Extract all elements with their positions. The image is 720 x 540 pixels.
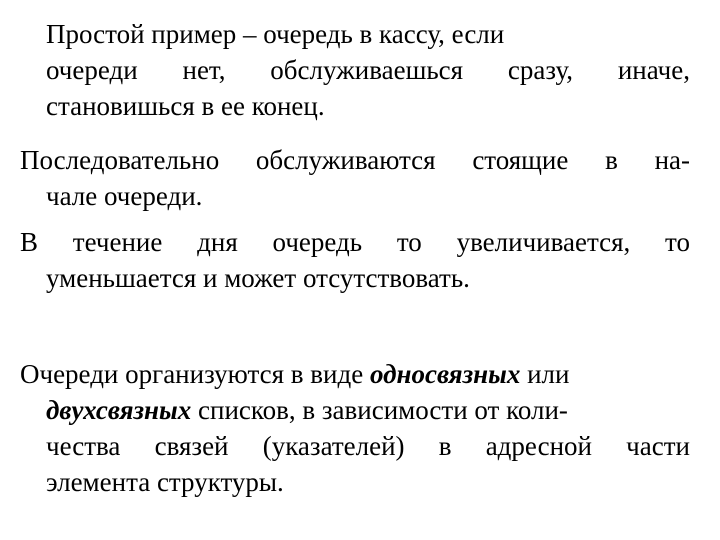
text-line [20, 142, 690, 178]
word: чества [46, 431, 121, 461]
word: то [665, 227, 690, 257]
word: сразу, [507, 55, 574, 85]
text-line: Простой пример – очередь в кассу, если [46, 19, 505, 49]
word: то [396, 227, 422, 257]
text-line: уменьшается и может отсутствовать. [46, 263, 470, 293]
word: В [20, 227, 39, 257]
text-fragment: или [520, 359, 570, 389]
word: нет, [182, 55, 226, 85]
text-line [20, 224, 690, 260]
word: части [626, 431, 690, 461]
word: связей [154, 431, 229, 461]
text-line: чале очереди. [46, 181, 203, 211]
word: иначе, [617, 55, 690, 85]
word: очереди [46, 55, 138, 85]
text-line [20, 428, 690, 464]
paragraph-queue-organization [20, 356, 690, 500]
text-fragment: Очереди организуются в виде [20, 359, 370, 389]
word: очередь [272, 227, 363, 257]
text-line [20, 392, 690, 428]
text-line: элемента структуры. [46, 467, 284, 497]
word: в [605, 145, 618, 175]
text-line [20, 52, 690, 88]
word: течение [72, 227, 163, 257]
text-fragment: списков, в зависимости от коли- [191, 395, 568, 425]
term-doubly-linked: двухсвязных [46, 395, 192, 425]
word: обслуживаются [255, 145, 436, 175]
paragraph-queue-length [20, 224, 690, 296]
word: в [438, 431, 452, 461]
text-line: становишься в ее конец. [46, 91, 325, 121]
word: стоящие [472, 145, 569, 175]
paragraph-cashier-example [20, 16, 690, 124]
term-singly-linked: односвязных [369, 359, 521, 389]
word: адресной [485, 431, 592, 461]
text-line [20, 356, 690, 392]
word: на- [654, 145, 690, 175]
paragraph-sequential-service [20, 142, 690, 214]
word: обслуживаешься [270, 55, 464, 85]
word: (указателей) [262, 431, 405, 461]
word: Последовательно [20, 145, 220, 175]
word: увеличивается, [456, 227, 631, 257]
word: дня [197, 227, 238, 257]
